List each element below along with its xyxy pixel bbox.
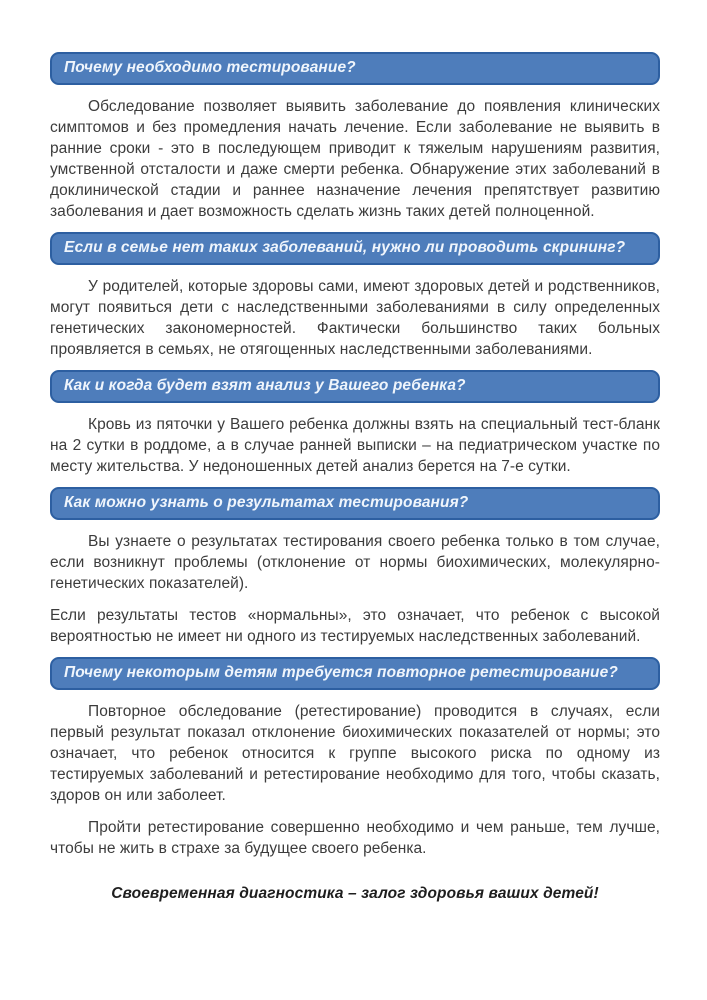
section-paragraph: Вы узнаете о результатах тестирования своего ребенка только в том случае, если возникнут проблемы (отклонение от нормы биохимических, молекулярно-генетических показателей). (50, 533, 660, 592)
section-paragraphs (50, 701, 660, 859)
section-paragraph: Кровь из пяточки у Вашего ребенка должны взять на специальный тест-бланк на 2 сутки в роддоме, а в случае ранней выписки – на педиатрическом участке по месту жительства. У недоношенных детей анализ берется на 7-е сутки. (50, 416, 660, 475)
section-paragraphs (50, 414, 660, 477)
section-paragraphs (50, 531, 660, 647)
document-section (50, 52, 660, 222)
section-heading: Как и когда будет взят анализ у Вашего ребенка? (50, 370, 660, 403)
section-paragraph: Пройти ретестирование совершенно необходимо и чем раньше, тем лучше, чтобы не жить в страхе за будущее своего ребенка. (50, 819, 660, 857)
section-paragraph: У родителей, которые здоровы сами, имеют здоровых детей и родственников, могут появиться дети с наследственными заболеваниями в силу определенных генетических закономерностей. Фактически большинство таких больных проявляется в семьях, не отягощенных наследственными заболеваниями. (50, 278, 660, 358)
document-section (50, 370, 660, 477)
document-section (50, 487, 660, 647)
section-paragraph: Обследование позволяет выявить заболевание до появления клинических симптомов и без промедления начать лечение. Если заболевание не выявить в ранние сроки - это в последующем приводит к тяжелым нарушениям развития, умственной отсталости и даже смерти ребенка. Обнаружение этих заболеваний в доклинической стадии и раннее назначение лечения препятствует развитию заболевания и дает возможность сделать жизнь таких детей полноценной. (50, 98, 660, 220)
section-heading: Почему необходимо тестирование? (50, 52, 660, 85)
section-paragraph: Повторное обследование (ретестирование) проводится в случаях, если первый результат показал отклонение биохимических показателей от нормы; это означает, что ребенок относится к группе высокого риска по одному из тестируемых заболеваний и ретестирование необходимо для того, чтобы сказать, здоров он или заболеет. (50, 703, 660, 804)
document-section (50, 232, 660, 360)
document-section (50, 657, 660, 859)
sections (50, 52, 660, 859)
section-paragraphs (50, 276, 660, 360)
footer-slogan: Своевременная диагностика – залог здоровья ваших детей! (111, 885, 599, 902)
section-paragraphs (50, 96, 660, 222)
section-heading: Если в семье нет таких заболеваний, нужно ли проводить скрининг? (50, 232, 660, 265)
section-heading: Как можно узнать о результатах тестирования? (50, 487, 660, 520)
section-heading: Почему некоторым детям требуется повторное ретестирование? (50, 657, 660, 690)
section-paragraph: Если результаты тестов «нормальны», это означает, что ребенок с высокой вероятностью не имеет ни одного из тестируемых наследственных заболеваний. (50, 607, 660, 645)
